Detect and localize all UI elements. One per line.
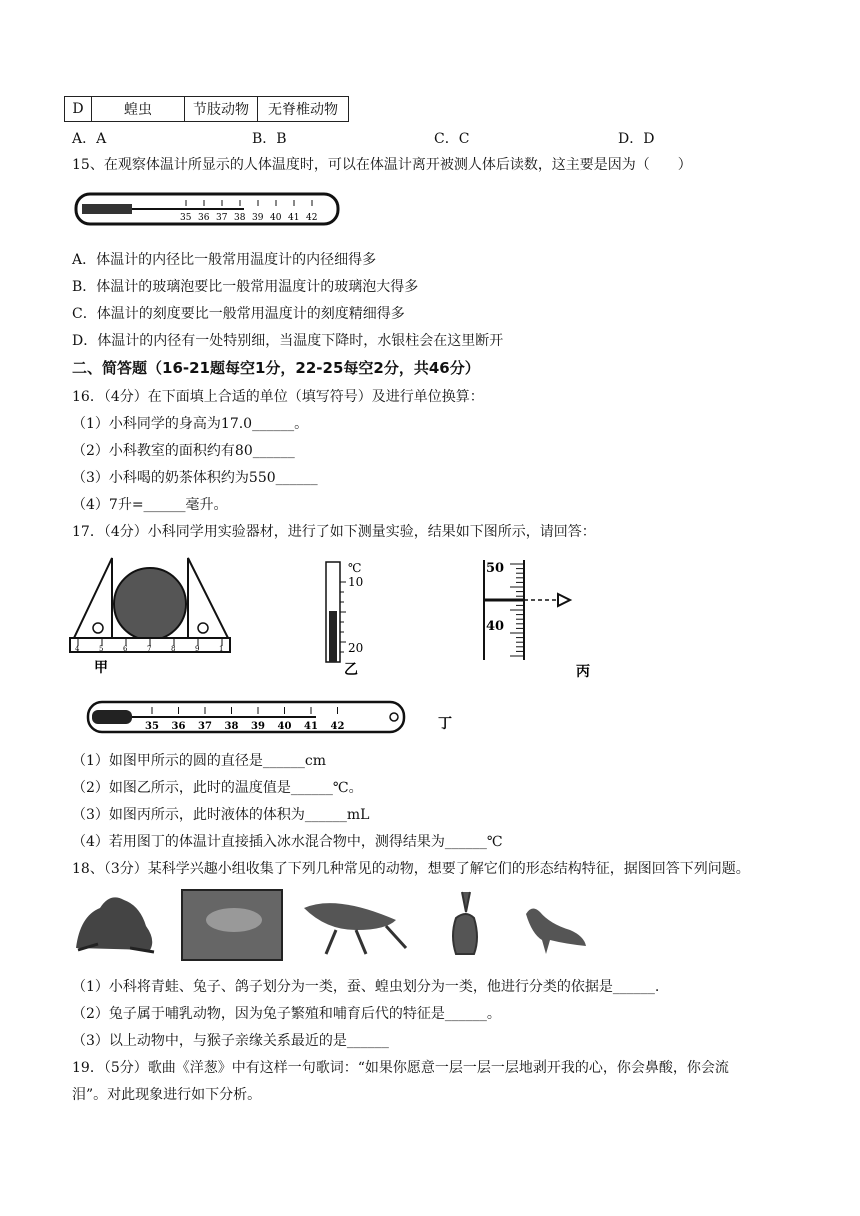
rabbit-icon: [446, 888, 486, 960]
q15-option-c: C．体温计的刻度要比一般常用温度计的刻度精细得多: [72, 306, 405, 322]
table-row: [65, 97, 349, 122]
ruler-tick-label: 5: [99, 645, 104, 653]
cyl-tick-40: 40: [486, 619, 505, 634]
table-cell-group1: 节肢动物: [185, 97, 258, 122]
thermo15-tick-label: 39: [252, 213, 264, 223]
q18-item-2: （2）兔子属于哺乳动物，因为兔子繁殖和哺育后代的特征是______。: [72, 1006, 501, 1022]
thermometer-section-figure: [316, 556, 376, 676]
q15-option-b: B．体温计的玻璃泡要比一般常用温度计的玻璃泡大得多: [72, 279, 419, 295]
q18-stem: 18、（3分）某科学兴趣小组收集了下列几种常见的动物，想要了解它们的形态结构特征，据图回答下列问题。: [72, 861, 750, 877]
q15-option-d: D．体温计的内径有一处特别细，当温度下降时，水银柱会在这里断开: [72, 333, 504, 349]
label-ding: 丁: [438, 716, 452, 732]
ruler-tick-label: 6: [123, 645, 128, 653]
ruler-tick-label: 8: [171, 645, 176, 653]
section2-title: 二、简答题（16-21题每空1分，22-25每空2分，共46分）: [72, 359, 480, 377]
label-jia: 甲: [94, 660, 108, 674]
q17-item-1: （1）如图甲所示的圆的直径是______cm: [72, 753, 327, 769]
ding-tick-label: 37: [198, 721, 212, 732]
q17-item-3: （3）如图丙所示，此时液体的体积为______mL: [72, 807, 370, 823]
yi-unit: ℃: [348, 561, 362, 575]
q16-item-1: （1）小科同学的身高为17.0______。: [72, 416, 309, 432]
q17-stem: 17．（4分）小科同学用实验器材，进行了如下测量实验，结果如下图所示，请回答：: [72, 524, 596, 540]
thermo15-tick-label: 38: [234, 213, 246, 223]
answer-table: [64, 96, 349, 122]
q15-option-a: A．体温计的内径比一般常用温度计的内径细得多: [72, 252, 377, 268]
q14-option-a: A．A: [72, 131, 107, 147]
ding-tick-label: 40: [277, 721, 292, 732]
graduated-cylinder-figure: [476, 556, 596, 680]
q16-item-2: （2）小科教室的面积约有80______: [72, 443, 295, 459]
silkworm-icon: [180, 888, 284, 962]
q18-item-1: （1）小科将青蛙、兔子、鸽子划分为一类，蚕、蝗虫划分为一类，他进行分类的依据是______.: [72, 979, 660, 995]
clinical-thermometer-figure: [86, 698, 466, 742]
ding-tick-label: 39: [251, 721, 265, 732]
label-yi: 乙: [344, 662, 358, 676]
q16-item-4: （4）7升=______毫升。: [72, 497, 228, 513]
q19-line2: 泪”。对此现象进行如下分析。: [72, 1087, 262, 1103]
q15-stem: 15、在观察体温计所显示的人体温度时，可以在体温计离开被测人体后读数，这主要是因为（ ）: [72, 157, 692, 173]
q17-item-4: （4）若用图丁的体温计直接插入冰水混合物中，测得结果为______℃: [72, 834, 503, 850]
ding-tick-label: 35: [145, 721, 159, 732]
ding-tick-label: 42: [330, 721, 345, 732]
yi-tick-20: 20: [348, 641, 364, 655]
q19-line1: 19．（5分）歌曲《洋葱》中有这样一句歌词：“如果你愿意一层一层一层地剥开我的心，你会鼻酸，你会流: [72, 1060, 729, 1076]
table-cell-letter: D: [65, 97, 92, 122]
ruler-tick-label: 4: [75, 645, 80, 653]
ruler-tick-label: 1: [219, 645, 224, 653]
q14-option-b: B．B: [252, 131, 287, 147]
cyl-tick-50: 50: [486, 561, 505, 576]
thermo15-tick-label: 40: [270, 213, 282, 223]
thermo15-tick-label: 41: [288, 213, 300, 223]
q18-item-3: （3）以上动物中，与猴子亲缘关系最近的是______: [72, 1033, 389, 1049]
ding-tick-label: 38: [224, 721, 239, 732]
q17-item-2: （2）如图乙所示，此时的温度值是______℃。: [72, 780, 363, 796]
yi-tick-10: 10: [348, 575, 364, 589]
thermometer-figure-q15: [74, 190, 344, 230]
pigeon-icon: [520, 900, 590, 956]
frog-icon: [70, 886, 160, 958]
thermo15-tick-label: 42: [306, 213, 318, 223]
table-cell-animal: 蝗虫: [92, 97, 185, 122]
ruler-circle-figure: [68, 554, 238, 674]
thermo15-tick-label: 36: [198, 213, 210, 223]
table-cell-group2: 无脊椎动物: [258, 97, 349, 122]
q14-option-d: D．D: [618, 131, 655, 147]
ruler-tick-label: 9: [195, 645, 200, 653]
locust-icon: [296, 890, 410, 960]
label-bing: 丙: [576, 664, 590, 680]
thermo15-tick-label: 35: [180, 213, 192, 223]
ruler-tick-label: 7: [147, 645, 152, 653]
ding-tick-label: 41: [304, 721, 318, 732]
ding-tick-label: 36: [171, 721, 186, 732]
q14-option-c: C．C: [434, 131, 470, 147]
thermo15-tick-label: 37: [216, 213, 228, 223]
q16-item-3: （3）小科喝的奶茶体积约为550______: [72, 470, 318, 486]
q16-stem: 16．（4分）在下面填上合适的单位（填写符号）及进行单位换算：: [72, 389, 484, 405]
